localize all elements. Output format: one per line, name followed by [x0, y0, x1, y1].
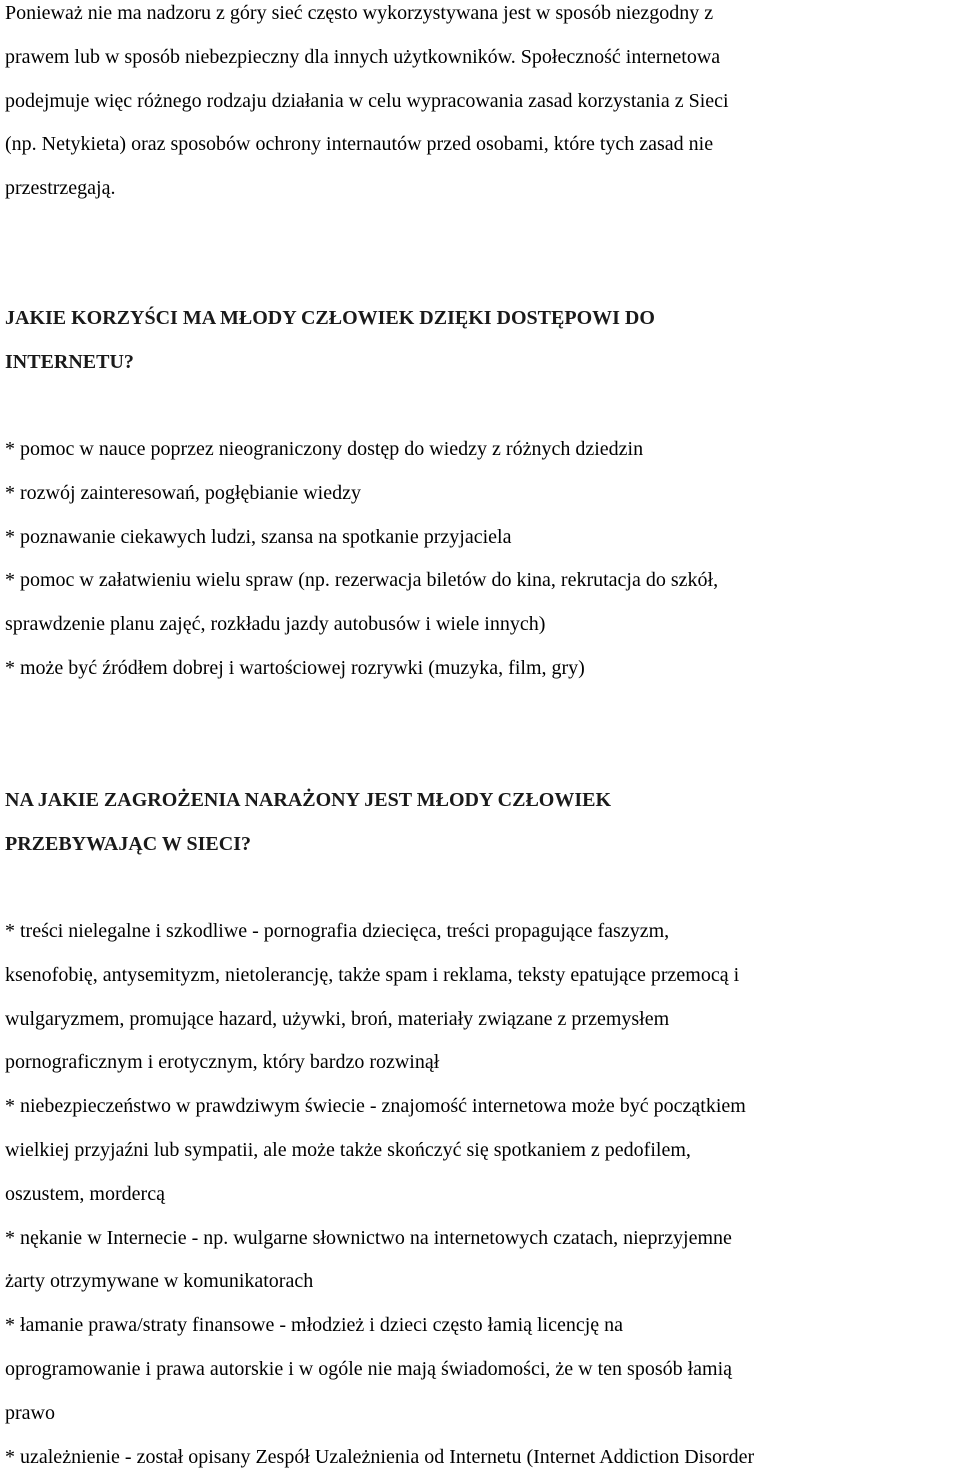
text-line: podejmuje więc różnego rodzaju działania w celu wypracowania zasad korzystania z Sieci [5, 89, 729, 112]
text-line: (np. Netykieta) oraz sposobów ochrony internautów przed osobami, które tych zasad nie [5, 133, 714, 156]
threats-list [5, 910, 754, 1479]
section-heading-benefits [5, 297, 655, 385]
benefits-list [5, 428, 718, 691]
list-item-continuation: oszustem, mordercą [5, 1182, 165, 1205]
list-item: * rozwój zainteresowań, pogłębianie wiedzy [5, 481, 361, 504]
list-item-continuation: pornograficznym i erotycznym, który bardzo rozwinął [5, 1051, 440, 1074]
list-item-continuation: ksenofobię, antysemityzm, nietolerancję, także spam i reklama, teksty epatujące przemocą i [5, 963, 740, 986]
list-item-continuation: żarty otrzymywane w komunikatorach [5, 1270, 314, 1293]
list-item: * pomoc w załatwieniu wielu spraw (np. rezerwacja biletów do kina, rekrutacja do szkół, [5, 569, 719, 592]
intro-paragraph [5, 0, 729, 211]
heading-line: PRZEBYWAJĄC W SIECI? [5, 832, 251, 855]
list-item: * pomoc w nauce poprzez nieograniczony dostęp do wiedzy z różnych dziedzin [5, 438, 644, 460]
list-item-continuation: wulgaryzmem, promujące hazard, używki, broń, materiały związane z przemysłem [5, 1007, 670, 1030]
heading-line: JAKIE KORZYŚCI MA MŁODY CZŁOWIEK DZIĘKI DOSTĘPOWI DO [5, 307, 655, 329]
heading-line: NA JAKIE ZAGROŻENIA NARAŻONY JEST MŁODY CZŁOWIEK [5, 789, 612, 811]
list-item: * nękanie w Internecie - np. wulgarne słownictwo na internetowych czatach, nieprzyjemne [5, 1226, 732, 1249]
list-item: * uzależnienie - został opisany Zespół Uzależnienia od Internetu (Internet Addiction Disorder [5, 1445, 755, 1468]
section-heading-threats [5, 779, 611, 867]
heading-line: INTERNETU? [5, 350, 134, 373]
list-item-continuation: wielkiej przyjaźni lub sympatii, ale może także skończyć się spotkaniem z pedofilem, [5, 1138, 691, 1161]
text-line: przestrzegają. [5, 177, 116, 200]
list-item-continuation: prawo [5, 1401, 55, 1424]
text-line: Ponieważ nie ma nadzoru z góry sieć często wykorzystywana jest w sposób niezgodny z [5, 2, 714, 24]
list-item: * może być źródłem dobrej i wartościowej rozrywki (muzyka, film, gry) [5, 656, 585, 679]
list-item-continuation: oprogramowanie i prawa autorskie i w ogóle nie mają świadomości, że w ten sposób łamią [5, 1357, 733, 1380]
list-item: * poznawanie ciekawych ludzi, szansa na spotkanie przyjaciela [5, 525, 512, 548]
list-item: * treści nielegalne i szkodliwe - pornografia dziecięca, treści propagujące faszyzm, [5, 920, 670, 942]
list-item: * łamanie prawa/straty finansowe - młodzież i dzieci często łamią licencję na [5, 1314, 624, 1337]
list-item-continuation: sprawdzenie planu zajęć, rozkładu jazdy autobusów i wiele innych) [5, 613, 546, 636]
text-line: prawem lub w sposób niebezpieczny dla innych użytkowników. Społeczność internetowa [5, 45, 721, 68]
list-item: * niebezpieczeństwo w prawdziwym świecie - znajomość internetowa może być początkiem [5, 1095, 746, 1118]
